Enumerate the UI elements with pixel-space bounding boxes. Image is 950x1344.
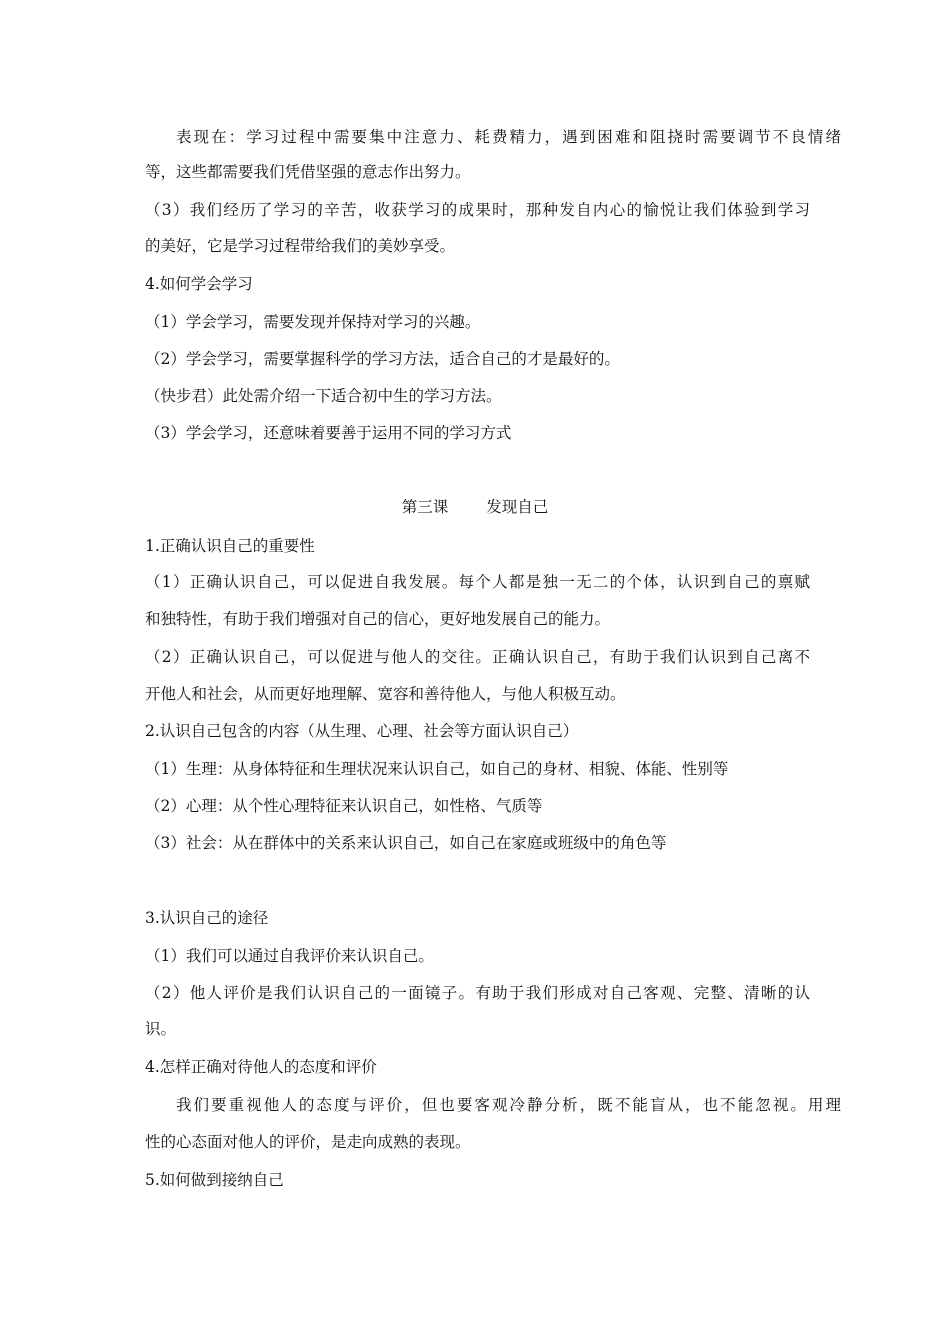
section-heading: 5.如何做到接纳自己 [145,1171,284,1189]
paragraph-line: 的美好，它是学习过程带给我们的美妙享受。 [145,237,456,255]
paragraph-line: 表现在：学习过程中需要集中注意力、耗费精力，遇到困难和阻挠时需要调节不良情绪 [176,128,841,146]
paragraph-line: （2）正确认识自己，可以促进与他人的交往。正确认识自己，有助于我们认识到自己离不 [145,648,810,666]
list-item: （1）生理：从身体特征和生理状况来认识自己，如自己的身材、相貌、体能、性别等 [145,760,729,778]
list-item: （3）社会：从在群体中的关系来认识自己，如自己在家庭或班级中的角色等 [145,834,667,852]
lesson-title [0,497,950,517]
paragraph-line: （3）我们经历了学习的辛苦，收获学习的成果时，那种发自内心的愉悦让我们体验到学习 [145,201,810,219]
paragraph-line: （1）正确认识自己，可以促进自我发展。每个人都是独一无二的个体，认识到自己的禀赋 [145,573,810,591]
list-item: （3）学会学习，还意味着要善于运用不同的学习方式 [145,424,512,442]
paragraph-line: 开他人和社会，从而更好地理解、宽容和善待他人，与他人积极互动。 [145,685,626,703]
list-item: （1）我们可以通过自我评价来认识自己。 [145,947,434,965]
note-line: （快步君）此处需介绍一下适合初中生的学习方法。 [145,387,502,405]
list-item: （2）学会学习，需要掌握科学的学习方法，适合自己的才是最好的。 [145,350,620,368]
section-heading: 4.怎样正确对待他人的态度和评价 [145,1058,377,1076]
paragraph-line: 和独特性，有助于我们增强对自己的信心，更好地发展自己的能力。 [145,610,611,628]
paragraph-line: 我们要重视他人的态度与评价，但也要客观冷静分析，既不能盲从，也不能忽视。用理 [176,1096,841,1114]
section-heading: 2.认识自己包含的内容（从生理、心理、社会等方面认识自己） [145,722,579,740]
section-heading: 1.正确认识自己的重要性 [145,537,315,555]
list-item: （2）心理：从个性心理特征来认识自己，如性格、气质等 [145,797,543,815]
paragraph-line: （2）他人评价是我们认识自己的一面镜子。有助于我们形成对自己客观、完整、清晰的认 [145,984,810,1002]
section-heading: 3.认识自己的途径 [145,909,269,927]
paragraph-line: 等，这些都需要我们凭借坚强的意志作出努力。 [145,163,471,181]
section-heading: 4.如何学会学习 [145,275,253,293]
list-item: （1）学会学习，需要发现并保持对学习的兴趣。 [145,313,481,331]
lesson-number: 第三课 [401,498,449,516]
lesson-topic: 发现自己 [486,498,549,516]
paragraph-line: 识。 [145,1020,177,1038]
paragraph-line: 性的心态面对他人的评价，是走向成熟的表现。 [145,1133,471,1151]
